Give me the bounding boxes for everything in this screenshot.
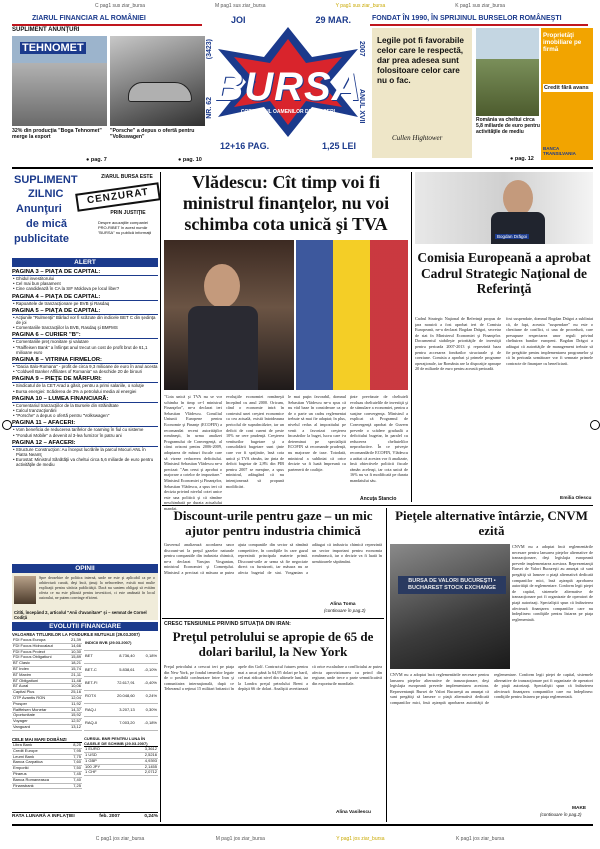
minister-face — [204, 264, 240, 308]
alert-section-head[interactable]: PAGINA 6 – CURIER "B": — [12, 332, 158, 339]
registration-mark-icon — [590, 420, 600, 430]
fund-row-cell: 15,92 — [66, 713, 82, 719]
alert-section-head[interactable]: PAGINA 10 – LUMEA FINANCIARĂ: — [12, 396, 158, 403]
teaser-porsche-page[interactable]: ● pag. 10 — [178, 157, 202, 163]
print-mark: C pag1 sus ziar_bursa — [94, 3, 146, 9]
index-row-cell: ROTX — [84, 690, 106, 703]
index-row-cell: BET-FI — [84, 677, 106, 690]
author-photo — [14, 576, 36, 604]
print-mark: C pag1 jos ziar_bursa — [95, 836, 145, 842]
fx-row-cell: 100 JPY — [84, 764, 124, 770]
main-col-4: ţinte prevăzute de cheltuieli evoluau cheltuielile de investiţii şi de stimulare a economiei, pentru a susţine convergenţa. Ministrul a explicat că Programul de Convergenţă aprobat de Guvern prevede o scădere graduală a deficitului bugetar, în paralel cu reducerea cheltuielilor neproductive. În ce priveşte recomandările ECOFIN, Vlădescu a arătat că acestea vor fi analizate, însă obiectivele politicii fiscale rămân aceleaşi, iar cota unică de 16% nu va fi modificată pe durata mandatului său. — [350, 394, 408, 483]
alert-item[interactable]: • Acţiunile "Rulmenţii" Bârlad vor fi scăzute din indicele BET C din şedinţa de joi — [13, 314, 156, 326]
factory-photo — [12, 36, 107, 126]
main-byline: Ancuţa Stancio — [360, 496, 397, 502]
censored-line4: de mică — [26, 218, 67, 230]
fund-row-cell: 25,16 — [66, 690, 82, 696]
masthead-year: 2007 — [358, 41, 365, 57]
alert-item[interactable]: • "Porsche" a depus o ofertă pentru "Volkswagen" — [13, 413, 110, 419]
oil-headline[interactable]: Preţul petrolului se apropie de 65 de dolari barilul, la New York — [172, 629, 374, 659]
car-shape — [128, 82, 192, 102]
fund-row-cell: 12,57 — [66, 719, 82, 725]
car-photo — [110, 36, 205, 126]
alert-sections — [12, 269, 158, 468]
bse-sign: BURSA DE VALORI BUCUREŞTI • BUCHAREST STOCK EXCHANGE — [398, 576, 506, 594]
fund-row-cell: BT Maxim — [12, 672, 66, 678]
quote-text: Legile pot fi favorabile celor care le respectă, dar prea adesea sunt folositoare celor care nu o fac. — [377, 36, 464, 85]
ref-col-1: Cadrul Strategic Naţional de Referinţă propus de ţara noastră a fost aprobat ieri de Comisia Europeană, ne-a declarat Bogdan Drăgoi, secretar de stat în Ministerul Economiei şi Finanţelor. Documentul stabileşte priorităţile de investiţii pentru perioada 2007-2013 şi reprezintă baza pentru accesarea fondurilor structurale şi de coeziune. Comisia a aprobat şi primele programe operaţionale, iar România are la dispoziţie aproape 20 de miliarde de euro pentru această perioadă. — [415, 316, 501, 372]
print-mark: Y pag1 jos ziar_bursa — [336, 836, 385, 842]
alert-item[interactable]: • Comentariile preţ monitare şi valutare — [13, 339, 89, 345]
print-mark: K pag1 sus ziar_bursa — [455, 3, 505, 9]
index-title-row — [84, 638, 158, 650]
index-row — [84, 650, 158, 663]
fund-row-cell: Vanguard — [12, 724, 66, 730]
fund-row-cell: BT Obligatiuni — [12, 678, 66, 684]
page-pointer-icon: ● — [86, 157, 90, 163]
interest-row-cell: 7,40 — [68, 777, 82, 783]
alert-section-head[interactable]: PAGINA 5 – PIAŢA DE CAPITAL: — [12, 308, 158, 315]
index-row — [84, 690, 158, 703]
alert-item[interactable]: • Cine candidează în CA la SIF Moldova pe locul liber? — [13, 286, 120, 292]
masthead-date: 29 MAR. — [315, 15, 351, 25]
ref-col-2: fost suspendate, domnul Bogdan Drăgoi a subliniat că, de fapt, aceasta "suspendare" nu este o chestiune de conflict, ci una de procedură, care presupune respectarea unor reguli privind cheltuirea banilor europeni. Bogdan Drăgoi a adăugat că autorităţile de management trebuie să fie pregătite pentru implementarea programelor şi că în perioada următoare vor fi semnate primele contracte de finanţare cu beneficiarii. — [506, 316, 593, 366]
minister-photo — [164, 240, 294, 390]
masthead-logo-block — [208, 13, 368, 163]
fund-row-cell: 14,37 — [66, 707, 82, 713]
alert-item[interactable]: • Calcul tranzacţionării — [13, 408, 57, 414]
alert-section-head[interactable]: PAGINA 8 – VITRINA FIRMELOR: — [12, 357, 158, 364]
opinion-text: Spre deosebire de politica internă, unde ne este şi aplicabil ca pe o arhitectură curată, deşi încă, ţinuţi la neîncredere, există mai multe explicaţii pentru sărăcia publicităţii. Dacă nu suntem obligaţi să evităm oferta ce nu este plăcută pentru investitori, ci este amânată în locul autorului, ne putem convinge eficient. — [39, 576, 155, 600]
supplement-label: SUPLIMENT ANUNŢURI — [12, 27, 80, 33]
fx-row-cell: 1 EURO — [84, 747, 124, 752]
interest-row-cell: 7,25 — [68, 783, 82, 789]
indices-table — [84, 638, 158, 731]
cnvm-continuation[interactable]: (continuare în pag.2) — [540, 812, 582, 817]
masthead-price: 1,25 LEI — [321, 141, 356, 151]
interest-row-cell: 8,25 — [68, 743, 82, 748]
fx-row-cell: 1 CHF — [84, 770, 124, 776]
teaser-environment-page[interactable]: ● pag. 12 — [510, 156, 534, 162]
fx-row-cell: 4,9393 — [124, 758, 158, 764]
gas-headline[interactable]: Discount-urile pentru gaze – un mic ajutor pentru industria chimică — [173, 508, 373, 538]
interest-row-cell: Leumi Bank — [12, 754, 68, 760]
oil-byline: Alina Vasilescu — [336, 810, 371, 815]
alert-item[interactable]: • "Raiffeisen Bank" a înfiinţat anul trecut un cost de profit brut de 61,1 milioane euro — [13, 344, 148, 355]
inflation-label: RATA LUNARĂ A INFLAŢIEI — [12, 814, 75, 819]
interest-row-cell: 7,45 — [68, 771, 82, 777]
opinion-title: OPINII — [12, 564, 158, 573]
fund-row-cell: 15,89 — [66, 655, 82, 661]
gas-continuation[interactable]: (continuare în pag.2) — [324, 608, 366, 613]
fund-row-cell: Prosper — [12, 701, 66, 707]
fund-row-cell: BT Aural — [12, 684, 66, 690]
index-row — [84, 664, 158, 677]
fund-row-cell: BT Index — [12, 666, 66, 672]
bank-ad[interactable] — [541, 28, 593, 160]
fund-row-cell: 12,04 — [66, 695, 82, 701]
cnvm-headline[interactable]: Pieţele alternative întârzie, CNVM ezită — [395, 508, 588, 538]
print-mark: M pag1 sus ziar_bursa — [215, 3, 266, 9]
masthead-issue-number: (3423) — [206, 39, 213, 60]
interest-row-cell: 7,50 — [68, 766, 82, 772]
inflation-row — [12, 812, 158, 819]
bottom-print-marks — [60, 836, 540, 842]
masthead-right-slogan: FONDAT ÎN 1990, ÎN SPRIJINUL BURSELOR ROMÂNEŞTI — [372, 15, 562, 22]
print-mark: Y pag1 sus ziar_bursa — [335, 3, 386, 9]
fund-row-cell: 11,48 — [66, 678, 82, 684]
bse-photo — [390, 544, 510, 669]
teaser-environment: România va cheltui circa 5,8 miliarde de euro pentru activităţile de mediu — [476, 117, 540, 135]
fx-row-cell: 2,5216 — [124, 752, 158, 758]
dragoi-caption: Bogdan Drăgoi — [497, 234, 528, 239]
main-headline[interactable]: Vlădescu: Cît timp voi fi ministrul finanţelor, nu voi schimba cota unică şi TVA — [182, 172, 390, 234]
interest-table — [12, 743, 82, 789]
censored-note: Despre acuzaţiile companiei PRO-RIBET în acest număr "BURSA" nu publică informaţii — [98, 220, 152, 235]
alert-section-head[interactable]: PAGINA 9 – PIEŢE DE MĂRFURI: — [12, 376, 158, 383]
registration-mark-icon — [2, 420, 12, 430]
currency-title: CELE MAI MARI DOBÂNZI — [12, 737, 82, 743]
fund-row-cell: 13,12 — [66, 724, 82, 730]
fx-title: CURSUL BNR PENTRU LUNA ÎN CASELE DE SCHIMB (29.03.2007) — [84, 737, 158, 747]
dragoi-photo — [415, 172, 593, 244]
index-row-cell: RAQ-II — [84, 717, 106, 730]
alert-item[interactable]: • Comentariul tranzacţiilor de la Bursele din străinătate — [13, 402, 119, 408]
masthead-volume: ANUL XVII — [358, 89, 365, 124]
print-mark: K pag1 jos ziar_bursa — [455, 836, 505, 842]
censored-line3: Anunţuri — [16, 203, 62, 215]
top-print-marks — [60, 3, 540, 9]
cnvm-text: CNVM nu a adoptat încă reglementările necesare pentru lansarea pieţelor alternative de tranzacţionare, deşi legislaţia europeană prevede implementarea acestora. Reprezentanţii Bursei de Valori Bucureşti au anunţat că sunt pregătiţi să lanseze o piaţă alternativă dedicată companiilor mici, însă aşteaptă aprobarea autorităţii de reglementare. Conform legii pieţei de capital, sistemele alternative de tranzacţionare pot fi organizate de operatori de piaţă autorizaţi. Specialiştii spun că întârzierea afectează finanţarea companiilor care nu îndeplinesc condiţiile pentru listarea pe piaţa reglementată. — [390, 672, 593, 705]
censored-line2: ZILNIC — [28, 188, 64, 200]
masthead-pages: 12+16 PAG. — [220, 141, 270, 151]
fund-row-cell: 10,30 — [66, 649, 82, 655]
stamp-top-text: ZIARUL BURSA ESTE — [101, 174, 153, 180]
page-pointer-icon: ● — [178, 157, 182, 163]
interest-row-cell: Finansbank — [12, 783, 68, 789]
fund-row-cell: 14,66 — [66, 643, 82, 649]
minister-suit — [188, 306, 258, 390]
indices-title: INDICII BVB (29.03.2007) — [84, 638, 158, 650]
alert-item[interactable]: • "Fonduri Mobile" a devenit al 3-lea furnizor în patru ani — [13, 432, 122, 438]
funds-table — [12, 638, 82, 731]
masthead-left-slogan: ZIARUL FINANCIAR AL ROMÂNIEI — [32, 15, 146, 22]
page-pointer-icon: ● — [510, 156, 514, 162]
fx-row — [84, 770, 158, 776]
index-row-cell: -0,18% — [136, 717, 158, 730]
inflation-period: feb. 2007 — [99, 814, 120, 819]
censored-line5: publicitate — [14, 233, 70, 245]
fund-row-cell: FDI Focus Obligatiuni — [12, 655, 66, 661]
index-row-cell: -0,10% — [136, 664, 158, 677]
alert-item[interactable]: • Structure Construcţion: Au început lucrările la parcul Mocuri ANL în Piatra Neamţ — [13, 446, 146, 458]
interest-row-cell: Libra Bank — [12, 743, 68, 748]
alert-item[interactable]: • Rapoartele de tranzacţionare pe BVB şi Rasdaq — [13, 300, 110, 306]
cnvm-byline: MAKE — [572, 806, 587, 811]
alert-section-head[interactable]: PAGINA 4 – PIAŢA DE CAPITAL: — [12, 294, 158, 301]
censored-ad — [12, 172, 158, 254]
fund-row-cell: Voyager — [12, 719, 66, 725]
alert-item[interactable]: • "Dacia Italo-Romana" - profit de circa 9,3 milioane de euro în anul acesta — [13, 364, 158, 370]
fund-row-cell: Raiffeisen Monetar — [12, 707, 66, 713]
oil-kicker: CRESC TENSIUNILE PRIVIND SITUAŢIA DIN IRAN: — [164, 621, 291, 627]
fx-row-cell: 1 GBP — [84, 758, 124, 764]
index-row-cell: 72.617,91 — [106, 677, 136, 690]
censored-line1: SUPLIMENT — [14, 174, 78, 186]
index-row-cell: BET — [84, 650, 106, 663]
dragoi-suit — [491, 212, 545, 244]
fund-row-cell: BT Clasic — [12, 661, 66, 667]
alert-item[interactable]: • Eurostat: Ministrul Sănătăţii va cheltui circa 5,6 miliarde de euro pentru activităţile de mediu — [13, 457, 154, 468]
opinion-box — [12, 564, 158, 620]
fx-row-cell: 2,0712 — [124, 770, 158, 776]
bank-ad-title: Proprietăţi imobiliare pe firmă — [543, 32, 582, 53]
quote-box — [372, 28, 472, 158]
dragoi-face — [503, 180, 533, 216]
index-row-cell: 7.003,20 — [106, 717, 136, 730]
oil-text: Preţul petrolului a crescut ieri pe piaţa din New York, pe fondul temerilor legate de o posibilă confruntare între Iran şi comunitatea internaţională, după ce Teheranul a reţinut 15 militari britanici în apele din Golf. Contractul futures pentru mai a urcat până la 64,95 dolari pe baril, cel mai ridicat nivel din ultimele luni, iar la Londra preţul petrolului Brent a depăşit 66 de dolari. Analiştii avertizează că orice escaladare a conflictului ar putea afecta aprovizionarea cu petrol din regiune, unde trece o parte semnificativă din exporturile mondiale. — [164, 664, 382, 692]
main-col-1: "Cota unică şi TVA nu se vor schimba în timp ce-l ministrul Finanţelor", ne-a declarat ieri Sebastian Vlădescu. Consiliul Uniunii Europene pentru Economie şi Finanţe (ECOFIN) a recomandat recent autorităţilor româneşti, în urma analizei Programului de Convergenţă, al cărui orizont pentru 2006-2009, adoptarea de măsuri fiscale care să vizeze reducerea deficitului. Ministrul Sebastian Vlădescu ne-a precizat: "Am cerut şi aprobat o majorare a cotelor de impozitare." Ministrul Economiei şi Finanţelor, Sebastian Vlădescu, a spus ieri că decizia privind nivelul cotei unice este una politică şi că rămâne neschimbată pe durata actualului mandat. — [164, 394, 222, 511]
index-row-cell: 20.048,60 — [106, 690, 136, 703]
teaser-tehnomet: 32% din producţia "Boga Tehnomet" merge la export — [12, 128, 102, 140]
index-row-cell: 3.207,13 — [106, 704, 136, 717]
environment-photo — [476, 28, 539, 116]
teaser-tehnomet-page[interactable]: ● pag. 7 — [86, 157, 107, 163]
index-row — [84, 677, 158, 690]
index-row-cell: 0,30% — [136, 704, 158, 717]
alert-section-head[interactable]: PAGINA 3 – PIAŢA DE CAPITAL: — [12, 269, 158, 276]
fund-row-cell: 18,21 — [66, 661, 82, 667]
alert-section-head[interactable]: PAGINA 12 – AFACERI: — [12, 440, 158, 447]
index-row-cell: 8.736,40 — [106, 650, 136, 663]
interest-row-cell: 7,95 — [68, 748, 82, 754]
funds-title: EVOLUTII FINANCIARE — [12, 622, 158, 631]
masthead-day: JOI — [231, 15, 246, 25]
index-row-cell: 0,18% — [136, 650, 158, 663]
interest-row-cell: Credit Europe — [12, 748, 68, 754]
masthead-issue-no: NR. 62 — [206, 97, 213, 119]
fx-table — [84, 747, 158, 776]
bank-ad-subtitle: Credit fără avans — [543, 84, 593, 92]
index-row-cell: RAQ-I — [84, 704, 106, 717]
fund-row-cell: 15,74 — [66, 666, 82, 672]
flag-photo — [296, 240, 408, 390]
alert-item[interactable]: • Comentariile tranzacţiilor la BVB, Rasdaq şi BMFMS — [13, 325, 118, 331]
alert-item[interactable]: • Cel mai bun plasament — [13, 281, 61, 287]
cnvm-text-side: CNVM nu a adoptat încă reglementările necesare pentru lansarea pieţelor alternative de tranzacţionare, deşi legislaţia europeană prevede implementarea acestora. Reprezentanţii Bursei de Valori Bucureşti au anunţat că sunt pregătiţi să lanseze o piaţă alternativă dedicată companiilor mici, însă aşteaptă aprobarea autorităţii de reglementare. Conform legii pieţei de capital, sistemele alternative de tranzacţionare pot fi organizate de operatori de piaţă autorizaţi. Specialiştii spun că întârzierea afectează finanţarea companiilor care nu îndeplinesc condiţiile pentru listarea pe piaţa reglementată. — [512, 544, 593, 622]
quote-author: Cullen Hightower — [392, 134, 443, 142]
masthead-subtitle: COTIDIANUL OAMENILOR DE AFACERI — [240, 109, 336, 115]
alert-section-head[interactable]: PAGINA 11 – AFACERI: — [12, 420, 158, 427]
fund-row-cell: Capital Plus — [12, 690, 66, 696]
tehnomet-sign: TEHNOMET — [22, 42, 84, 54]
alert-sidebar — [12, 258, 158, 468]
bank-ad-bank: BANCA TRANSILVANIA — [543, 146, 576, 156]
fund-row-cell: OTP Avantis RON — [12, 695, 66, 701]
fund-row-cell: 21,11 — [66, 672, 82, 678]
rates-block — [12, 737, 158, 789]
ref-headline[interactable]: Comisia Europeană a aprobat Cadrul Strategic Naţional de Referinţă — [417, 250, 591, 296]
print-mark: M pag1 jos ziar_bursa — [215, 836, 265, 842]
ref-byline: Emilia Olescu — [560, 496, 592, 501]
alert-item[interactable]: • Bursa energiei: Scăderea de 3% a petrolului media al energiei — [13, 388, 137, 394]
index-row-cell: BET-C — [84, 664, 106, 677]
fund-row-cell: 10,06 — [66, 684, 82, 690]
main-col-2: evoluţiile economiei româneşti începând cu anul 2000. Oricum, când o economie intră în contextul unei creşteri economice ca cea actuală, există întotdeauna pericolul de supraîncălzire, iar un deficit de cont curent de peste 10% ne cere prudenţă. Creşterea veniturilor bugetare şi a consolidării bugetare sunt ţinte care vor fi sprijinite, însă cota unică şi TVA rămân, iar ţinta de deficit bugetar de 2,8% din PIB pentru 2007 se menţine, a spus ministrul, adăugând că nu intenţionează să propună modificări. — [226, 394, 284, 489]
fx-row-cell: 1 USD — [84, 752, 124, 758]
interest-row — [12, 783, 82, 789]
fund-row — [12, 724, 82, 730]
interest-row-cell: 7,75 — [68, 754, 82, 760]
inflation-value: 0,24% — [144, 814, 158, 819]
fund-row-cell: FDI Focus Proiect — [12, 649, 66, 655]
fx-row-cell: 2,1455 — [124, 764, 158, 770]
interest-row-cell: 7,60 — [68, 760, 82, 766]
interest-row-cell: Piraeus — [12, 771, 68, 777]
opinion-footer[interactable]: Cititi, începând 2, articolul "Anii d'avanitare" şi – semnat de Cornel Codiţă — [14, 610, 147, 620]
gas-byline: Alina Toma — [330, 602, 356, 607]
bursa-logo: BURSA — [214, 65, 362, 109]
interest-row-cell: Banca Carpatica — [12, 760, 68, 766]
alert-item[interactable]: • Vom beneficia de reducerea tarifelor de roaming în fiul cu sisteme — [13, 427, 144, 433]
alert-title: ALERT — [12, 258, 158, 267]
interest-row-cell: Emporiki — [12, 766, 68, 772]
alert-item[interactable]: • Sindicatul de la CET Arad a găsit, pentru a primi salariile, o soluţie — [13, 383, 145, 389]
fund-row-cell: FDI Focus Hidrocalaut — [12, 643, 66, 649]
censored-stamp: CENZURAT — [75, 182, 161, 212]
fund-row-cell: 21,39 — [66, 638, 82, 643]
alert-item[interactable]: • "Coldwell Banker Affiliates of Romania" va deschide 20 de birouri — [13, 369, 143, 375]
index-row — [84, 704, 158, 717]
main-col-3: le mai puţin favorabil, domnul Sebastian Vlădescu ne-a spus că nu văd baze în considerare ca pe de o parte un cadru reglementat trebuie să mai fie adaptat; în plus, nivelul redus al impozitului pe venit a favorizat creşterea încasărilor la buget, lucru care i-a determinat pe specialiştii ECOFIN să recomande prudenţă, nu majorare de taxe. Totodată, ministrul a subliniat că orice decizie va fi luată împreună cu partenerii de coaliţie. — [288, 394, 346, 472]
financial-evolutions — [12, 622, 158, 731]
index-row-cell: 5.838,61 — [106, 664, 136, 677]
index-row-cell: 0,24% — [136, 690, 158, 703]
fund-row-cell: 11,92 — [66, 701, 82, 707]
index-row-cell: -0,40% — [136, 677, 158, 690]
fund-row-cell: FDI Focus Europa — [12, 638, 66, 643]
stamp-bottom-text: PRIN JUSTIŢIE — [110, 210, 146, 216]
funds-subtitle: VALOAREA TITLURILOR LA FONDURILE MUTUALE (29.03.2007) — [12, 632, 140, 637]
index-row — [84, 717, 158, 730]
teaser-porsche: "Porsche" a depus o ofertă pentru "Volkswagen" — [110, 128, 195, 140]
alert-item[interactable]: • Ghidul investitorului — [13, 276, 55, 281]
fx-row-cell: 3,3612 — [124, 747, 158, 752]
gas-text: Guvernul analizează acordarea unor discount-uri la preţul gazelor naturale pentru companiile din industria chimică, ne-a declarat Varujan Vosganian, ministrul Economiei şi Comerţului. Ministrul a precizat că măsura ar putea ajuta companiile din sector să rămână competitive, în condiţiile în care gazul reprezintă principala materie primă. Discount-urile ar urma să fie negociate direct cu furnizorii, iar măsura nu ar afecta bugetul de stat. Vosganian a adăugat că industria chimică reprezintă un sector important pentru economia românească, iar o decizie va fi luată în următoarele săptămâni. — [164, 542, 382, 575]
interest-row-cell: Banca Romaneasca — [12, 777, 68, 783]
fund-row-cell: Oportunitate — [12, 713, 66, 719]
